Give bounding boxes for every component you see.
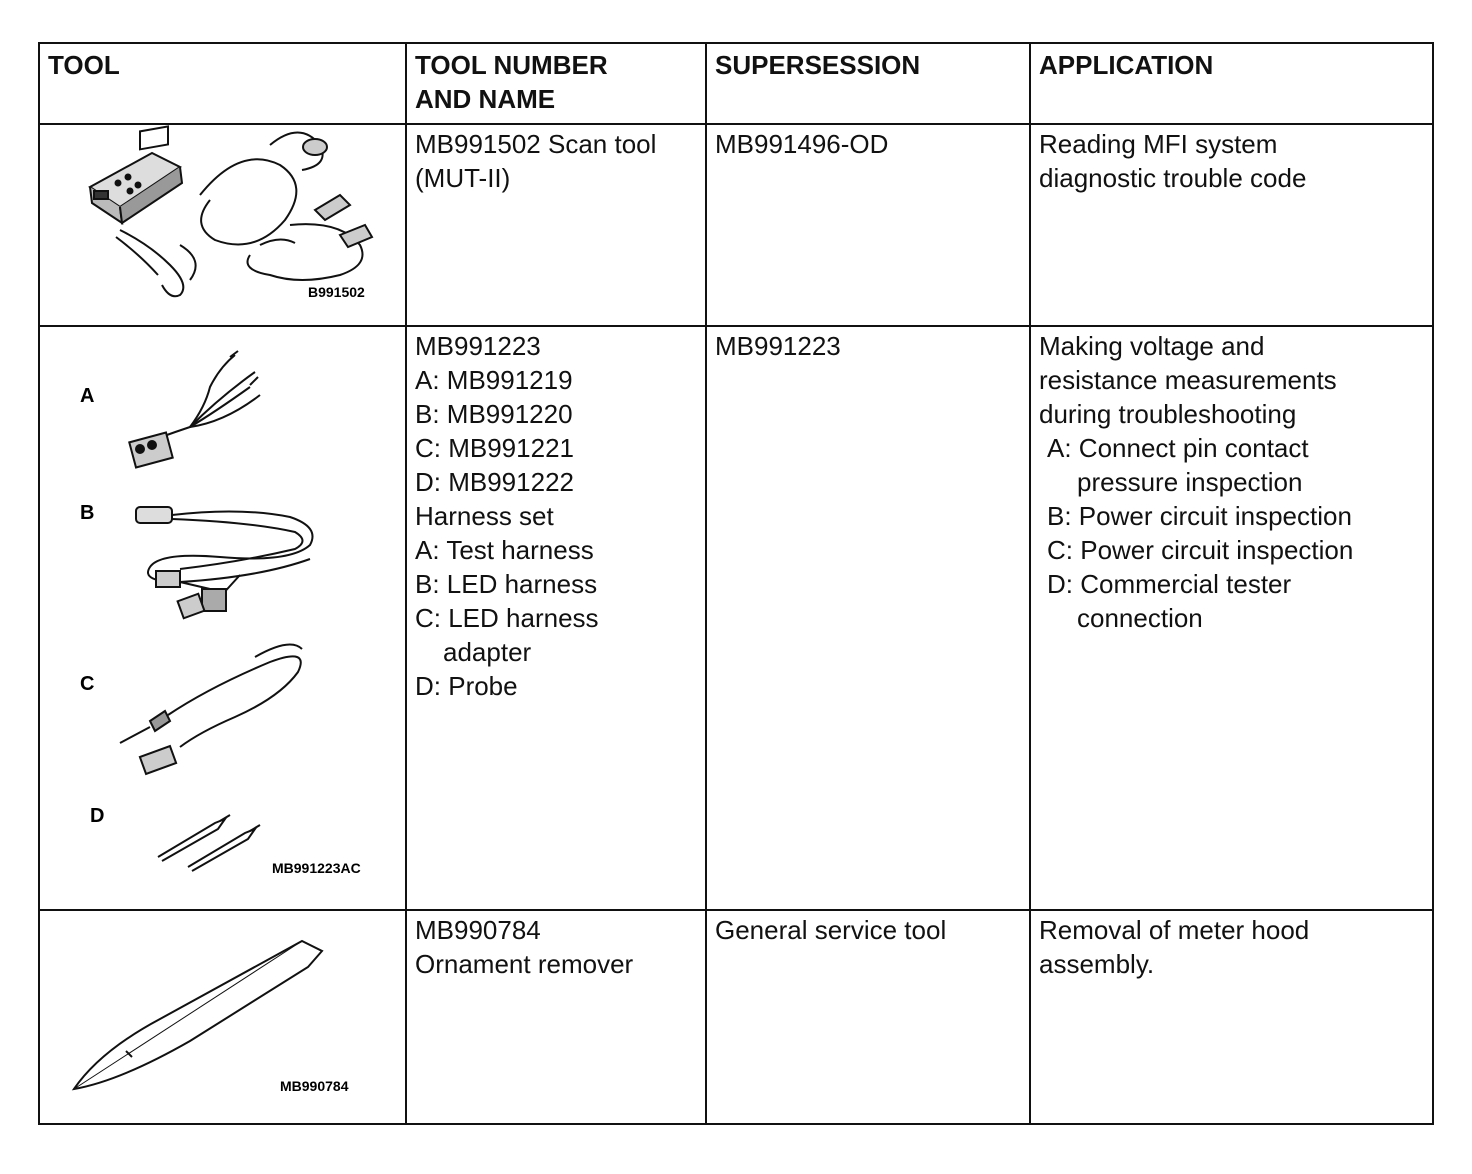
- tool-image-cell: [39, 326, 406, 910]
- header-tool: TOOL: [39, 43, 406, 124]
- application-line: during troubleshooting: [1039, 399, 1297, 429]
- tool-name-line: adapter: [443, 637, 532, 667]
- application-line: Removal of meter hood: [1039, 915, 1310, 945]
- tool-name-line: Ornament remover: [415, 949, 634, 979]
- scan-tool-illustration: [40, 125, 405, 325]
- application-cell: [1030, 124, 1433, 326]
- supersession-cell: [706, 910, 1030, 1124]
- harness-set-illustration: [40, 327, 405, 909]
- header-supersession: SUPERSESSION: [706, 43, 1030, 124]
- tool-number-line: C: MB991221: [415, 433, 574, 463]
- harness-set-caption: MB991223AC: [272, 860, 361, 876]
- tool-name-line: C: LED harness: [415, 603, 599, 633]
- harness-label-b: B: [80, 502, 95, 524]
- tool-image-cell: [39, 910, 406, 1124]
- supersession-value: MB991223: [715, 331, 841, 361]
- application-cell: [1030, 910, 1433, 1124]
- ornament-remover-caption: MB990784: [280, 1078, 349, 1094]
- special-tools-table: [38, 42, 1434, 1125]
- application-line: A: Connect pin contact: [1047, 433, 1309, 463]
- application-line: pressure inspection: [1077, 467, 1303, 497]
- application-line: resistance measurements: [1039, 365, 1337, 395]
- supersession-value: General service tool: [715, 915, 947, 945]
- tool-name-line: (MUT-II): [415, 163, 511, 193]
- tool-number-line: D: MB991222: [415, 467, 574, 497]
- table-row: [39, 326, 1433, 910]
- tool-name-line: A: Test harness: [415, 535, 594, 565]
- application-line: Reading MFI system: [1039, 129, 1278, 159]
- harness-label-c: C: [80, 673, 95, 695]
- tool-number-name-cell: [406, 326, 706, 910]
- application-line: B: Power circuit inspection: [1047, 501, 1352, 531]
- application-cell: [1030, 326, 1433, 910]
- tool-number-line: A: MB991219: [415, 365, 573, 395]
- application-line: diagnostic trouble code: [1039, 163, 1307, 193]
- supersession-cell: [706, 326, 1030, 910]
- tool-number-line: B: MB991220: [415, 399, 573, 429]
- tool-name-line: B: LED harness: [415, 569, 598, 599]
- tool-name-line: D: Probe: [415, 671, 518, 701]
- application-line: Making voltage and: [1039, 331, 1265, 361]
- tool-number-name-cell: [406, 910, 706, 1124]
- application-line: C: Power circuit inspection: [1047, 535, 1354, 565]
- supersession-cell: [706, 124, 1030, 326]
- supersession-value: MB991496-OD: [715, 129, 889, 159]
- application-line: connection: [1077, 603, 1203, 633]
- application-line: assembly.: [1039, 949, 1155, 979]
- tool-number-name-cell: [406, 124, 706, 326]
- header-row: [39, 43, 1433, 124]
- table-row: [39, 124, 1433, 326]
- tool-name-line: Harness set: [415, 501, 554, 531]
- ornament-remover-illustration: [40, 911, 405, 1123]
- application-line: D: Commercial tester: [1047, 569, 1292, 599]
- scan-tool-caption: B991502: [308, 284, 365, 300]
- tool-number-line: MB991223: [415, 331, 541, 361]
- harness-label-d: D: [90, 805, 105, 827]
- harness-label-a: A: [80, 385, 95, 407]
- header-tool-number-name: TOOL NUMBER AND NAME: [406, 43, 706, 124]
- tool-number-line: MB991502 Scan tool: [415, 129, 657, 159]
- header-application: APPLICATION: [1030, 43, 1433, 124]
- table-row: [39, 910, 1433, 1124]
- tool-image-cell: [39, 124, 406, 326]
- tool-number-line: MB990784: [415, 915, 541, 945]
